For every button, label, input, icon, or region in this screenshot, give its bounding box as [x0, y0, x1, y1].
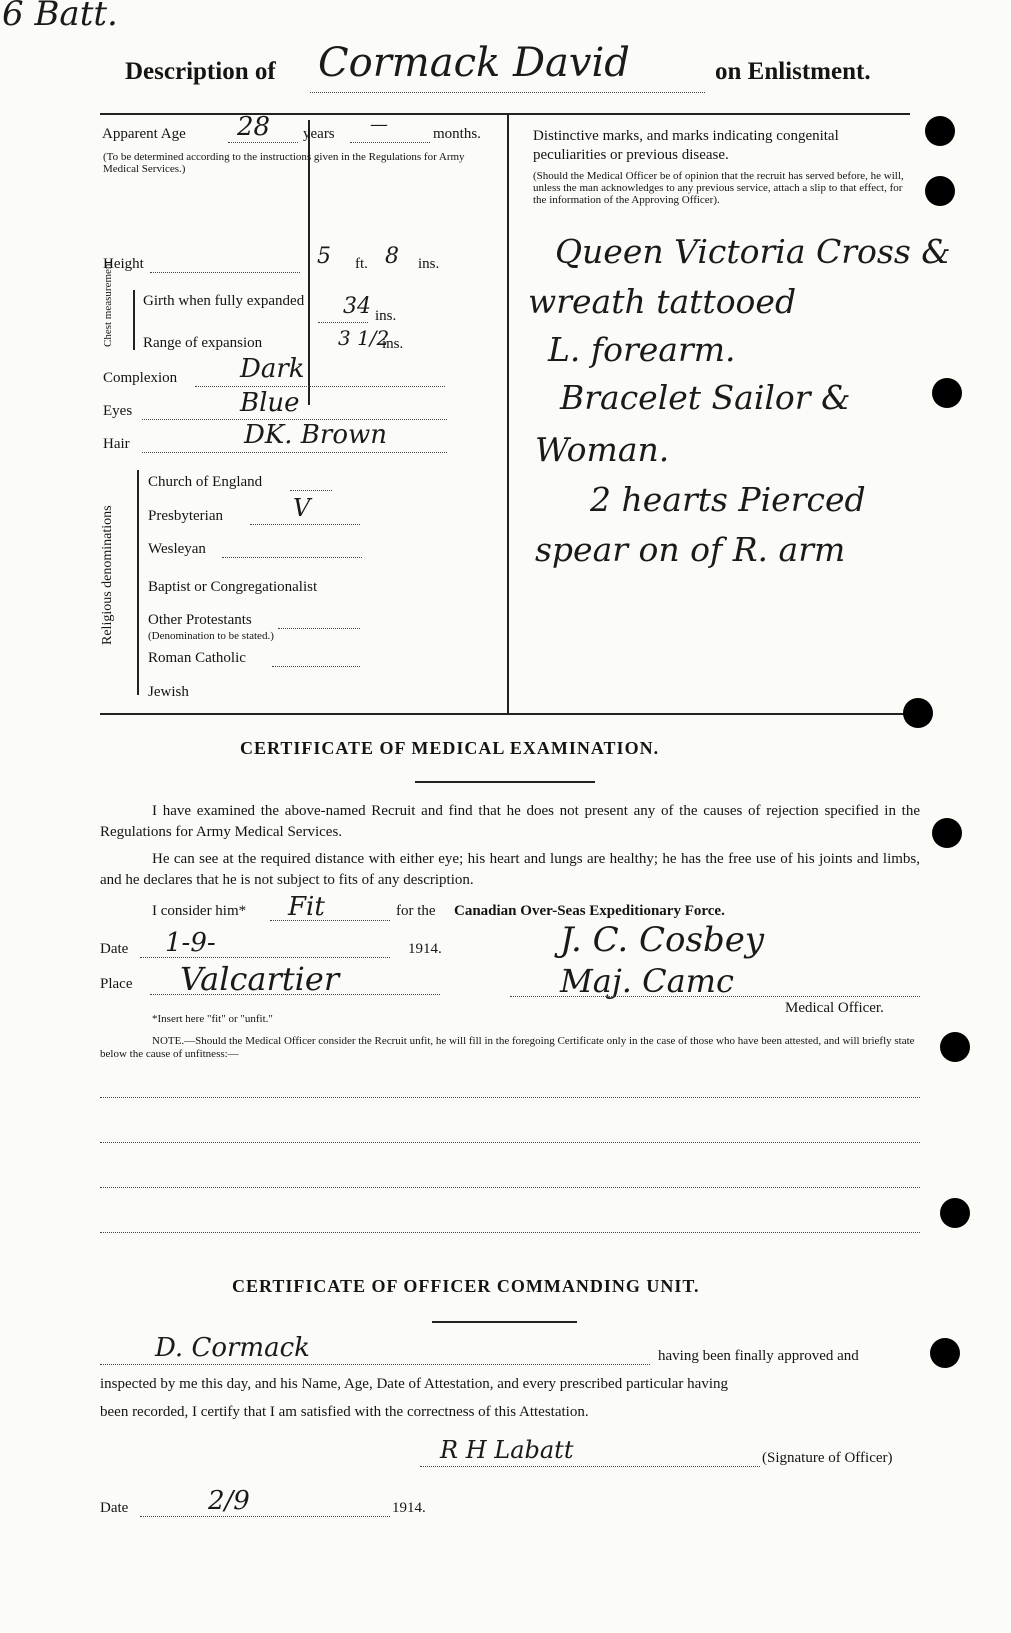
presbyterian: Presbyterian — [148, 508, 223, 524]
signature-of-officer-label: (Signature of Officer) — [762, 1450, 893, 1466]
commanding-line-1-suffix: having been finally approved and — [658, 1348, 859, 1364]
range-label: Range of expansion — [143, 335, 263, 351]
unfitness-line-2 — [100, 1142, 920, 1143]
church-of-england: Church of England — [148, 474, 263, 490]
marks-line-3: L. forearm. — [548, 330, 736, 369]
other-protestants: Other Protestants — [148, 612, 252, 628]
top-border — [100, 113, 910, 115]
commanding-name-dots — [100, 1364, 650, 1365]
wes-dots — [222, 557, 362, 558]
religion-bracket — [137, 470, 139, 695]
coe-dots — [290, 490, 332, 491]
range-value: 3 1/2 — [338, 326, 390, 350]
complexion-dots — [195, 386, 445, 387]
place-dots — [150, 994, 440, 995]
place-label: Place — [100, 976, 133, 992]
medical-officer-label: Medical Officer. — [785, 1000, 884, 1016]
punch-hole — [930, 1338, 960, 1368]
punch-hole — [940, 1032, 970, 1062]
punch-hole — [925, 176, 955, 206]
girth-label: Girth when fully expanded — [143, 293, 305, 309]
baptist: Baptist or Congregationalist — [148, 579, 318, 595]
medical-officer-rank: Maj. Camc — [560, 962, 734, 1000]
ft-label: ft. — [355, 256, 368, 272]
medical-officer-signature: J. C. Cosbey — [560, 920, 765, 960]
recruit-name-handwritten: Cormack David — [318, 40, 630, 86]
other-dots — [278, 628, 360, 629]
hair-dots — [142, 452, 447, 453]
height-in-value: 8 — [385, 244, 399, 269]
age-note: (To be determined according to the instructions given in the Regulations for Army Medical Services.) — [103, 151, 465, 175]
denomination-note: (Denomination to be stated.) — [148, 630, 274, 642]
header-prefix: Description of — [125, 58, 276, 85]
range-ins-label: ins. — [382, 336, 404, 352]
marks-line-6: 2 hearts Pierced — [590, 480, 866, 519]
name-dotted-line — [310, 92, 705, 93]
fitness-dots — [270, 920, 390, 921]
commanding-line-3: been recorded, I certify that I am satisfied with the correctness of this Attestation. — [100, 1404, 589, 1420]
punch-hole — [903, 698, 933, 728]
complexion-label: Complexion — [103, 370, 178, 386]
rc-dots — [272, 666, 360, 667]
punch-hole — [925, 116, 955, 146]
medical-title-rule — [415, 781, 595, 783]
months-dots — [350, 142, 430, 143]
commanding-date-label: Date — [100, 1500, 129, 1516]
unfitness-line-4 — [100, 1232, 920, 1233]
place-value: Valcartier — [180, 960, 340, 998]
punch-hole — [932, 818, 962, 848]
presb-dots — [250, 524, 360, 525]
commanding-certificate-title: CERTIFICATE OF OFFICER COMMANDING UNIT. — [232, 1276, 700, 1296]
eyes-label: Eyes — [103, 403, 133, 419]
medical-paragraph-1: I have examined the above-named Recruit and find that he does not present any of the causes of rejection specified in the Regulations for Army Medical Services. — [100, 803, 920, 840]
girth-value: 34 — [343, 294, 371, 319]
corner-note: 6 Batt. — [2, 0, 118, 34]
canadian-force: Canadian Over-Seas Expeditionary Force. — [454, 903, 725, 919]
marks-line-1: Queen Victoria Cross & — [555, 232, 951, 271]
ins-label: ins. — [418, 256, 440, 272]
age-dots — [228, 142, 298, 143]
marks-line-2: wreath tattooed — [528, 282, 797, 321]
marks-line-5: Woman. — [535, 430, 670, 469]
complexion-value: Dark — [240, 354, 305, 384]
punch-hole — [940, 1198, 970, 1228]
fitness-value: Fit — [288, 892, 325, 922]
girth-ins-label: ins. — [375, 308, 397, 324]
marks-heading: Distinctive marks, and marks indicating congenital peculiarities or previous disease. — [533, 128, 839, 163]
hair-label: Hair — [103, 436, 130, 452]
girth-dots — [318, 322, 368, 323]
consider-for-the: for the — [396, 903, 436, 919]
medical-paragraph-2: He can see at the required distance with either eye; his heart and lungs are healthy; he has the free use of his joints and limbs, and he declares that he is not subject to fits of any description. — [100, 851, 920, 888]
bottom-border — [100, 713, 910, 715]
consider-prefix: I consider him* — [152, 903, 247, 919]
wesleyan: Wesleyan — [148, 541, 206, 557]
commanding-date-value: 2/9 — [208, 1486, 250, 1516]
presbyterian-mark: V — [293, 494, 311, 522]
height-ft-value: 5 — [317, 244, 331, 269]
roman-catholic: Roman Catholic — [148, 650, 246, 666]
months-label: months. — [433, 126, 481, 142]
header-suffix: on Enlistment. — [715, 58, 871, 85]
marks-note: (Should the Medical Officer be of opinion that the recruit has served before, he will, unless the man acknowledges to any previous service, attach a slip to that effect, for the information of the Approving Officer). — [533, 170, 904, 206]
marks-line-4: Bracelet Sailor & — [560, 378, 851, 417]
months-value: — — [370, 114, 388, 135]
commanding-line-2: inspected by me this day, and his Name, Age, Date of Attestation, and every prescribed particular having — [100, 1376, 729, 1392]
medical-date-dots — [140, 957, 390, 958]
eyes-value: Blue — [240, 388, 300, 418]
apparent-age-label: Apparent Age — [102, 126, 186, 142]
medical-date-value: 1-9- — [165, 928, 216, 958]
punch-hole — [932, 378, 962, 408]
religion-label: Religious denominations — [100, 505, 115, 645]
medical-date-label: Date — [100, 941, 129, 957]
height-dots — [150, 272, 300, 273]
commanding-signature-dots — [420, 1466, 760, 1467]
years-label: years — [303, 126, 335, 142]
commanding-date-dots — [140, 1516, 390, 1517]
chest-bracket — [133, 290, 135, 350]
medical-signature-dots — [510, 996, 920, 997]
commanding-officer-signature: R H Labatt — [440, 1436, 574, 1464]
jewish: Jewish — [148, 684, 189, 700]
height-label: Height — [103, 256, 144, 272]
age-value: 28 — [237, 112, 271, 142]
commanding-date-year: 1914. — [392, 1500, 426, 1516]
hair-value: DK. Brown — [244, 420, 387, 450]
marks-line-7: spear on of R. arm — [535, 530, 846, 569]
chest-label: Chest measurement — [102, 260, 114, 347]
medical-certificate-title: CERTIFICATE OF MEDICAL EXAMINATION. — [240, 738, 660, 758]
insert-note: *Insert here "fit" or "unfit." — [152, 1013, 273, 1025]
unfitness-line-3 — [100, 1187, 920, 1188]
commanding-recruit-name: D. Cormack — [155, 1333, 310, 1363]
unfitness-note: NOTE.—Should the Medical Officer consider the Recruit unfit, he will fill in the foregoing Certificate only in the case of those who have been attested, and will briefly state below the cause of unfitness:— — [100, 1035, 915, 1060]
commanding-title-rule — [432, 1321, 577, 1323]
medical-date-year: 1914. — [408, 941, 442, 957]
center-divider — [507, 113, 509, 715]
unfitness-line-1 — [100, 1097, 920, 1098]
